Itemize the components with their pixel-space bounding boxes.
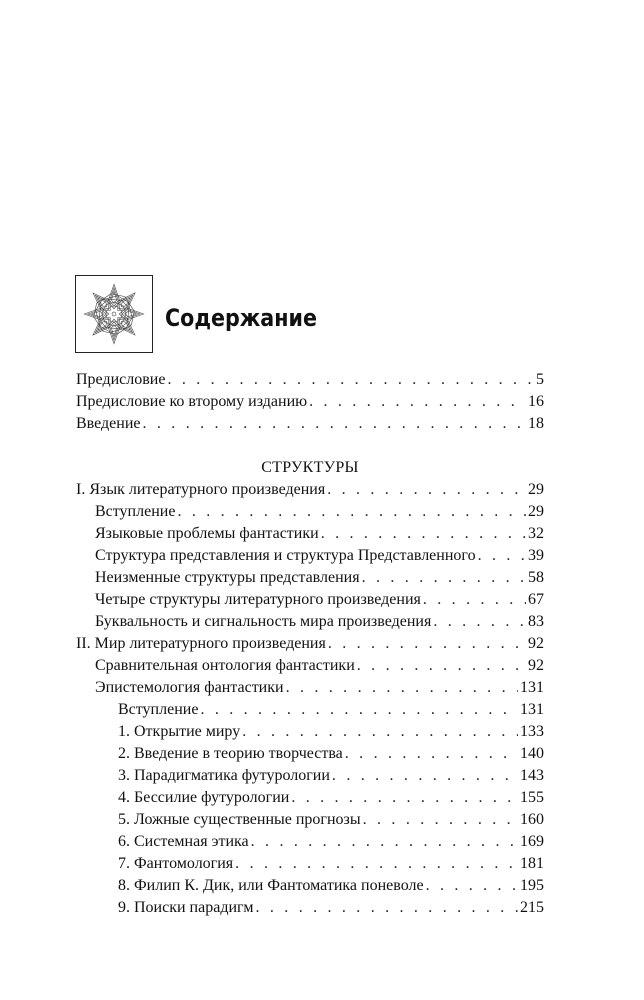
front-matter-list: [76, 369, 544, 435]
toc-entry: [76, 743, 544, 765]
dot-leader: [200, 699, 518, 721]
toc-entry-page-number: 92: [528, 657, 544, 674]
dot-leader: [251, 831, 518, 853]
toc-entry: [76, 677, 544, 699]
toc-entry: [76, 413, 544, 435]
toc-entry-page-number: 155: [520, 789, 544, 806]
toc-entry: [76, 721, 544, 743]
dot-leader: [423, 589, 526, 611]
toc-entry-label: 8. Филип К. Дик, или Фантоматика поневоле: [118, 877, 424, 894]
toc-entry-page-number: 131: [520, 701, 544, 718]
star-ornament-icon: [75, 275, 153, 353]
toc-entry-label: Вступление: [95, 503, 176, 520]
toc-entry-page-number: 29: [528, 481, 544, 498]
toc-entry-page-number: 39: [528, 547, 544, 564]
toc-entry-page-number: 140: [520, 745, 544, 762]
toc-entry-label: Буквальность и сигнальность мира произведения: [95, 613, 432, 630]
toc-entry-page-number: 58: [528, 569, 544, 586]
dot-leader: [433, 611, 526, 633]
dot-leader: [256, 897, 519, 919]
dot-leader: [291, 787, 518, 809]
toc-entry: [76, 589, 544, 611]
dot-leader: [177, 501, 526, 523]
toc-entry-label: 7. Фантомология: [118, 855, 234, 872]
toc-entry: [76, 875, 544, 897]
toc-entry: [76, 545, 544, 567]
toc-entry-label: 3. Парадигматика футурологии: [118, 767, 330, 784]
dot-leader: [235, 853, 518, 875]
toc-entry-page-number: 29: [528, 503, 544, 520]
toc-entry-page-number: 16: [528, 393, 544, 410]
dot-leader: [328, 633, 526, 655]
toc-entry-page-number: 181: [520, 855, 544, 872]
section-entries-list: [76, 479, 544, 919]
toc-entry: [76, 809, 544, 831]
toc-entry-page-number: 215: [520, 899, 544, 916]
toc-entry: [76, 611, 544, 633]
toc-entry: [76, 787, 544, 809]
toc-entry-label: 1. Открытие миру: [118, 723, 241, 740]
toc-entry-label: Предисловие ко второму изданию: [76, 393, 308, 410]
toc-entry: [76, 699, 544, 721]
toc-entry: [76, 391, 544, 413]
toc-entry: [76, 523, 544, 545]
dot-leader: [332, 765, 518, 787]
section-heading: СТРУКТУРЫ: [261, 459, 359, 476]
toc-entry-page-number: 131: [520, 679, 544, 696]
dot-leader: [362, 567, 526, 589]
toc-entry-label: 4. Бессилие футурологии: [118, 789, 290, 806]
toc-entry-label: Языковые проблемы фантастики: [95, 525, 319, 542]
toc-entry: [76, 501, 544, 523]
toc-entry-label: Сравнительная онтология фантастики: [95, 657, 355, 674]
toc-entry-label: 6. Системная этика: [118, 833, 249, 850]
toc-entry-page-number: 5: [536, 371, 544, 388]
toc-entry-page-number: 143: [520, 767, 544, 784]
toc-entry: [76, 831, 544, 853]
toc-entry-label: Введение: [76, 415, 141, 432]
toc-entry-page-number: 83: [528, 613, 544, 630]
toc-entry-page-number: 18: [528, 415, 544, 432]
dot-leader: [167, 369, 534, 391]
toc-entry-page-number: 92: [528, 635, 544, 652]
toc-entry-label: 5. Ложные существенные прогнозы: [118, 811, 361, 828]
toc-entry: [76, 655, 544, 677]
dot-leader: [327, 479, 526, 501]
toc-entry-label: II. Мир литературного произведения: [76, 635, 326, 652]
toc-heading: [75, 274, 342, 354]
dot-leader: [426, 875, 518, 897]
table-of-contents: [76, 369, 544, 919]
toc-entry-label: Эпистемология фантастики: [95, 679, 284, 696]
toc-entry: [76, 853, 544, 875]
dot-leader: [363, 809, 518, 831]
toc-entry-label: Неизменные структуры представления: [95, 569, 360, 586]
toc-entry-page-number: 169: [520, 833, 544, 850]
toc-entry: [76, 479, 544, 501]
page-title: Содержание: [165, 304, 317, 332]
dot-leader: [309, 391, 526, 413]
toc-entry-page-number: 32: [528, 525, 544, 542]
toc-entry-label: Предисловие: [76, 371, 166, 388]
toc-entry: [76, 369, 544, 391]
toc-entry: [76, 897, 544, 919]
toc-entry-label: 2. Введение в теорию творчества: [118, 745, 343, 762]
dot-leader: [345, 743, 518, 765]
dot-leader: [357, 655, 526, 677]
toc-entry: [76, 567, 544, 589]
toc-entry-page-number: 67: [528, 591, 544, 608]
toc-entry-label: Вступление: [118, 701, 199, 718]
toc-entry-page-number: 195: [520, 877, 544, 894]
toc-entry: [76, 633, 544, 655]
toc-entry: [76, 765, 544, 787]
toc-entry-label: Четыре структуры литературного произведения: [95, 591, 421, 608]
dot-leader: [286, 677, 518, 699]
toc-entry-label: I. Язык литературного произведения: [76, 481, 326, 498]
toc-entry-page-number: 160: [520, 811, 544, 828]
toc-entry-label: Структура представления и структура Представленного: [95, 547, 476, 564]
dot-leader: [321, 523, 526, 545]
toc-entry-page-number: 133: [520, 723, 544, 740]
toc-entry-label: 9. Поиски парадигм: [118, 899, 254, 916]
dot-leader: [143, 413, 527, 435]
dot-leader: [478, 545, 526, 567]
dot-leader: [242, 721, 518, 743]
